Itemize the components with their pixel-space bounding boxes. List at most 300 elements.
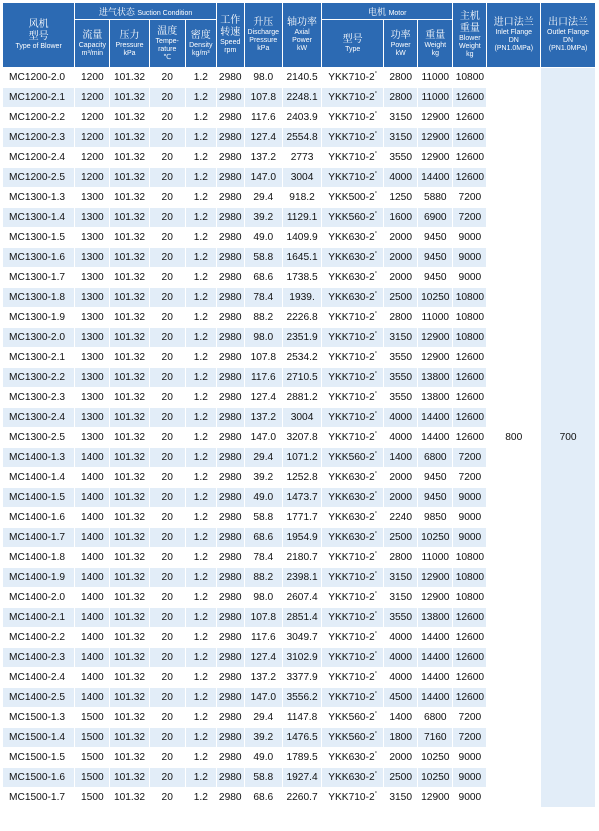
cell-density: 1.2 [185,88,216,108]
cell-motor-power: 2000 [384,268,418,288]
superscript-mark: ° [374,731,378,738]
cell-capacity: 1500 [75,708,110,728]
cell-motor-weight: 13800 [418,388,453,408]
col-motor-type-header: 型号 Type [322,20,384,68]
cell-axial-power: 1954.9 [282,528,321,548]
col-discharge-header: 升压 Discharge Pressure kPa [244,3,282,68]
cell-temperature: 20 [149,388,185,408]
cell-speed: 2980 [216,208,244,228]
cell-capacity: 1400 [75,528,110,548]
cell-model: MC1200-2.0 [3,68,75,88]
cell-axial-power: 2607.4 [282,588,321,608]
cell-model: MC1300-1.9 [3,308,75,328]
cell-model: MC1300-1.7 [3,268,75,288]
cell-model: MC1300-1.8 [3,288,75,308]
cell-axial-power: 3049.7 [282,628,321,648]
cell-capacity: 1200 [75,88,110,108]
cell-model: MC1500-1.6 [3,768,75,788]
cell-motor-weight: 12900 [418,588,453,608]
cell-motor-weight: 13800 [418,368,453,388]
cell-discharge: 49.0 [244,748,282,768]
cell-density: 1.2 [185,348,216,368]
cell-capacity: 1400 [75,688,110,708]
cell-axial-power: 2403.9 [282,108,321,128]
cell-motor-type: YKK710-2° [322,168,384,188]
cell-motor-power: 2240 [384,508,418,528]
cell-motor-power: 1400 [384,448,418,468]
cell-capacity: 1400 [75,488,110,508]
cell-motor-power: 4000 [384,668,418,688]
superscript-mark: ° [374,491,378,498]
col-capacity-header: 流量 Capacity m³/min [75,20,110,68]
cell-motor-weight: 12900 [418,328,453,348]
cell-blower-weight: 10800 [453,568,487,588]
superscript-mark: ° [374,411,378,418]
superscript-mark: ° [374,711,378,718]
cell-capacity: 1200 [75,108,110,128]
cell-motor-type: YKK710-2° [322,548,384,568]
cell-model: MC1500-1.4 [3,728,75,748]
cell-temperature: 20 [149,668,185,688]
cell-motor-power: 2000 [384,248,418,268]
cell-motor-weight: 9850 [418,508,453,528]
cell-axial-power: 2351.9 [282,328,321,348]
cell-discharge: 107.8 [244,348,282,368]
cell-pressure: 101.32 [110,508,149,528]
cell-speed: 2980 [216,388,244,408]
cell-motor-power: 2800 [384,548,418,568]
cell-speed: 2980 [216,528,244,548]
cell-density: 1.2 [185,328,216,348]
cell-motor-type: YKK630-2° [322,248,384,268]
cell-motor-type: YKK710-2° [322,68,384,88]
superscript-mark: ° [374,671,378,678]
cell-motor-type: YKK630-2° [322,468,384,488]
cell-pressure: 101.32 [110,228,149,248]
cell-temperature: 20 [149,88,185,108]
superscript-mark: ° [374,691,378,698]
cell-speed: 2980 [216,788,244,808]
cell-blower-weight: 9000 [453,508,487,528]
cell-axial-power: 3556.2 [282,688,321,708]
cell-capacity: 1400 [75,668,110,688]
cell-motor-power: 2000 [384,488,418,508]
cell-discharge: 29.4 [244,708,282,728]
cell-axial-power: 1147.8 [282,708,321,728]
cell-axial-power: 1473.7 [282,488,321,508]
superscript-mark: ° [374,651,378,658]
cell-pressure: 101.32 [110,748,149,768]
cell-density: 1.2 [185,488,216,508]
cell-temperature: 20 [149,748,185,768]
cell-discharge: 39.2 [244,208,282,228]
cell-model: MC1200-2.4 [3,148,75,168]
cell-motor-type: YKK710-2° [322,128,384,148]
superscript-mark: ° [374,291,378,298]
superscript-mark: ° [374,151,378,158]
cell-motor-type: YKK630-2° [322,768,384,788]
cell-capacity: 1300 [75,188,110,208]
cell-capacity: 1200 [75,148,110,168]
cell-motor-type: YKK630-2° [322,288,384,308]
cell-blower-weight: 12600 [453,608,487,628]
cell-capacity: 1300 [75,248,110,268]
col-speed-header: 工作 转速 Speed rpm [216,3,244,68]
cell-speed: 2980 [216,288,244,308]
cell-capacity: 1500 [75,748,110,768]
cell-motor-weight: 11000 [418,308,453,328]
cell-temperature: 20 [149,788,185,808]
cell-motor-type: YKK560-2° [322,708,384,728]
cell-motor-weight: 14400 [418,408,453,428]
cell-motor-weight: 10250 [418,288,453,308]
superscript-mark: ° [374,331,378,338]
cell-motor-power: 3550 [384,148,418,168]
cell-model: MC1300-1.5 [3,228,75,248]
cell-model: MC1400-1.4 [3,468,75,488]
cell-capacity: 1400 [75,468,110,488]
cell-capacity: 1200 [75,168,110,188]
superscript-mark: ° [374,631,378,638]
suction-condition-header: 进气状态 Suction Condition [75,3,217,20]
cell-speed: 2980 [216,268,244,288]
cell-density: 1.2 [185,608,216,628]
cell-temperature: 20 [149,488,185,508]
cell-motor-type: YKK710-2° [322,628,384,648]
cell-blower-weight: 12600 [453,668,487,688]
cell-motor-type: YKK710-2° [322,428,384,448]
cell-capacity: 1500 [75,788,110,808]
cell-motor-type: YKK710-2° [322,348,384,368]
cell-blower-weight: 12600 [453,368,487,388]
cell-temperature: 20 [149,628,185,648]
cell-motor-weight: 10250 [418,768,453,788]
cell-capacity: 1300 [75,368,110,388]
cell-density: 1.2 [185,388,216,408]
superscript-mark: ° [374,611,378,618]
cell-model: MC1300-1.3 [3,188,75,208]
cell-motor-power: 4000 [384,408,418,428]
superscript-mark: ° [374,231,378,238]
cell-motor-type: YKK630-2° [322,508,384,528]
cell-capacity: 1500 [75,728,110,748]
cell-density: 1.2 [185,728,216,748]
cell-model: MC1200-2.5 [3,168,75,188]
cell-discharge: 49.0 [244,228,282,248]
cell-temperature: 20 [149,268,185,288]
cell-density: 1.2 [185,268,216,288]
cell-axial-power: 1129.1 [282,208,321,228]
cell-speed: 2980 [216,428,244,448]
cell-density: 1.2 [185,288,216,308]
cell-motor-type: YKK710-2° [322,648,384,668]
cell-blower-weight: 10800 [453,588,487,608]
cell-axial-power: 2226.8 [282,308,321,328]
cell-motor-type: YKK710-2° [322,588,384,608]
cell-axial-power: 3207.8 [282,428,321,448]
cell-temperature: 20 [149,588,185,608]
cell-blower-weight: 12600 [453,168,487,188]
cell-axial-power: 918.2 [282,188,321,208]
cell-capacity: 1300 [75,308,110,328]
superscript-mark: ° [374,211,378,218]
cell-blower-weight: 12600 [453,128,487,148]
cell-discharge: 39.2 [244,468,282,488]
cell-discharge: 29.4 [244,448,282,468]
cell-model: MC1300-2.0 [3,328,75,348]
cell-speed: 2980 [216,408,244,428]
cell-capacity: 1300 [75,388,110,408]
col-blower-weight-header: 主机 重量 Blower Weight kg [453,3,487,68]
cell-speed: 2980 [216,568,244,588]
cell-density: 1.2 [185,748,216,768]
cell-density: 1.2 [185,668,216,688]
cell-speed: 2980 [216,768,244,788]
cell-discharge: 127.4 [244,128,282,148]
cell-motor-weight: 13800 [418,608,453,628]
motor-header: 电机 Motor [322,3,453,20]
cell-motor-type: YKK710-2° [322,408,384,428]
cell-axial-power: 2248.1 [282,88,321,108]
cell-axial-power: 1476.5 [282,728,321,748]
cell-model: MC1400-1.5 [3,488,75,508]
superscript-mark: ° [374,111,378,118]
cell-axial-power: 3102.9 [282,648,321,668]
cell-density: 1.2 [185,168,216,188]
cell-pressure: 101.32 [110,388,149,408]
cell-discharge: 88.2 [244,568,282,588]
cell-density: 1.2 [185,128,216,148]
cell-axial-power: 2180.7 [282,548,321,568]
superscript-mark: ° [374,251,378,258]
cell-motor-type: YKK500-2° [322,188,384,208]
cell-temperature: 20 [149,128,185,148]
superscript-mark: ° [374,371,378,378]
cell-motor-power: 1250 [384,188,418,208]
cell-motor-weight: 11000 [418,548,453,568]
col-motor-power-header: 功率 Power kW [384,20,418,68]
cell-pressure: 101.32 [110,588,149,608]
cell-pressure: 101.32 [110,248,149,268]
cell-axial-power: 2773 [282,148,321,168]
cell-discharge: 137.2 [244,148,282,168]
outlet-flange-value: 700 [541,68,596,808]
cell-capacity: 1300 [75,408,110,428]
cell-discharge: 68.6 [244,268,282,288]
cell-temperature: 20 [149,528,185,548]
cell-density: 1.2 [185,448,216,468]
superscript-mark: ° [374,591,378,598]
cell-model: MC1400-2.5 [3,688,75,708]
cell-capacity: 1300 [75,288,110,308]
cell-model: MC1300-2.3 [3,388,75,408]
cell-motor-type: YKK630-2° [322,748,384,768]
cell-capacity: 1200 [75,68,110,88]
cell-pressure: 101.32 [110,288,149,308]
cell-temperature: 20 [149,308,185,328]
superscript-mark: ° [374,391,378,398]
cell-speed: 2980 [216,628,244,648]
cell-density: 1.2 [185,188,216,208]
superscript-mark: ° [374,771,378,778]
cell-blower-weight: 9000 [453,528,487,548]
cell-motor-weight: 6800 [418,448,453,468]
cell-pressure: 101.32 [110,268,149,288]
cell-motor-weight: 9450 [418,268,453,288]
cell-model: MC1300-2.1 [3,348,75,368]
cell-axial-power: 1738.5 [282,268,321,288]
cell-temperature: 20 [149,368,185,388]
cell-pressure: 101.32 [110,128,149,148]
cell-motor-weight: 7160 [418,728,453,748]
cell-motor-power: 4000 [384,628,418,648]
cell-pressure: 101.32 [110,648,149,668]
cell-motor-type: YKK560-2° [322,728,384,748]
cell-motor-type: YKK710-2° [322,108,384,128]
cell-pressure: 101.32 [110,68,149,88]
cell-axial-power: 1409.9 [282,228,321,248]
cell-axial-power: 1071.2 [282,448,321,468]
cell-blower-weight: 9000 [453,268,487,288]
cell-temperature: 20 [149,608,185,628]
cell-model: MC1400-2.4 [3,668,75,688]
cell-temperature: 20 [149,328,185,348]
cell-axial-power: 1927.4 [282,768,321,788]
cell-blower-weight: 12600 [453,648,487,668]
cell-pressure: 101.32 [110,328,149,348]
cell-capacity: 1200 [75,128,110,148]
cell-motor-type: YKK710-2° [322,148,384,168]
cell-motor-power: 3150 [384,568,418,588]
cell-model: MC1400-2.3 [3,648,75,668]
cell-speed: 2980 [216,548,244,568]
cell-discharge: 98.0 [244,68,282,88]
cell-motor-type: YKK710-2° [322,788,384,808]
cell-discharge: 58.8 [244,768,282,788]
cell-blower-weight: 10800 [453,288,487,308]
cell-motor-power: 4000 [384,168,418,188]
cell-motor-type: YKK710-2° [322,88,384,108]
cell-motor-power: 2000 [384,228,418,248]
cell-speed: 2980 [216,508,244,528]
cell-motor-weight: 11000 [418,68,453,88]
cell-temperature: 20 [149,568,185,588]
cell-motor-weight: 12900 [418,568,453,588]
cell-motor-type: YKK710-2° [322,608,384,628]
cell-motor-power: 3150 [384,108,418,128]
cell-temperature: 20 [149,728,185,748]
cell-capacity: 1300 [75,208,110,228]
cell-blower-weight: 12600 [453,348,487,368]
superscript-mark: ° [374,71,378,78]
cell-blower-weight: 7200 [453,728,487,748]
cell-capacity: 1500 [75,768,110,788]
cell-axial-power: 2881.2 [282,388,321,408]
cell-discharge: 147.0 [244,428,282,448]
cell-motor-weight: 12900 [418,148,453,168]
cell-density: 1.2 [185,588,216,608]
superscript-mark: ° [374,91,378,98]
cell-pressure: 101.32 [110,148,149,168]
cell-axial-power: 2534.2 [282,348,321,368]
superscript-mark: ° [374,431,378,438]
cell-discharge: 68.6 [244,528,282,548]
cell-density: 1.2 [185,228,216,248]
cell-speed: 2980 [216,588,244,608]
inlet-flange-value: 800 [487,68,541,808]
cell-axial-power: 2140.5 [282,68,321,88]
cell-speed: 2980 [216,148,244,168]
cell-temperature: 20 [149,448,185,468]
cell-capacity: 1300 [75,328,110,348]
superscript-mark: ° [374,751,378,758]
cell-discharge: 107.8 [244,88,282,108]
cell-motor-power: 4000 [384,648,418,668]
cell-motor-power: 3150 [384,588,418,608]
cell-speed: 2980 [216,448,244,468]
cell-speed: 2980 [216,348,244,368]
cell-motor-power: 2800 [384,308,418,328]
cell-pressure: 101.32 [110,108,149,128]
superscript-mark: ° [374,131,378,138]
cell-density: 1.2 [185,428,216,448]
cell-axial-power: 2554.8 [282,128,321,148]
cell-motor-power: 1400 [384,708,418,728]
cell-temperature: 20 [149,188,185,208]
cell-pressure: 101.32 [110,788,149,808]
cell-discharge: 117.6 [244,108,282,128]
cell-model: MC1400-1.9 [3,568,75,588]
cell-temperature: 20 [149,648,185,668]
blower-spec-table [2,2,596,808]
cell-discharge: 117.6 [244,368,282,388]
cell-pressure: 101.32 [110,408,149,428]
cell-motor-type: YKK630-2° [322,488,384,508]
superscript-mark: ° [374,451,378,458]
table-body [3,68,596,808]
cell-axial-power: 2260.7 [282,788,321,808]
cell-discharge: 88.2 [244,308,282,328]
cell-motor-type: YKK710-2° [322,668,384,688]
cell-temperature: 20 [149,248,185,268]
cell-density: 1.2 [185,468,216,488]
cell-motor-power: 2000 [384,748,418,768]
col-pressure-header: 压力 Pressure kPa [110,20,149,68]
cell-axial-power: 1645.1 [282,248,321,268]
cell-model: MC1300-2.5 [3,428,75,448]
cell-blower-weight: 12600 [453,428,487,448]
cell-temperature: 20 [149,708,185,728]
cell-motor-power: 2500 [384,288,418,308]
col-outlet-flange-header: 出口法兰 Outlet Flange DN (PN1.0MPa) [541,3,596,68]
cell-temperature: 20 [149,68,185,88]
cell-density: 1.2 [185,768,216,788]
cell-speed: 2980 [216,368,244,388]
cell-speed: 2980 [216,188,244,208]
cell-motor-type: YKK630-2° [322,228,384,248]
cell-capacity: 1400 [75,608,110,628]
cell-motor-type: YKK710-2° [322,568,384,588]
col-axial-power-header: 轴功率 Axial Power kW [282,3,321,68]
cell-blower-weight: 7200 [453,188,487,208]
cell-blower-weight: 12600 [453,688,487,708]
cell-temperature: 20 [149,428,185,448]
cell-blower-weight: 9000 [453,488,487,508]
cell-temperature: 20 [149,168,185,188]
cell-density: 1.2 [185,548,216,568]
cell-discharge: 58.8 [244,508,282,528]
cell-motor-weight: 12900 [418,788,453,808]
